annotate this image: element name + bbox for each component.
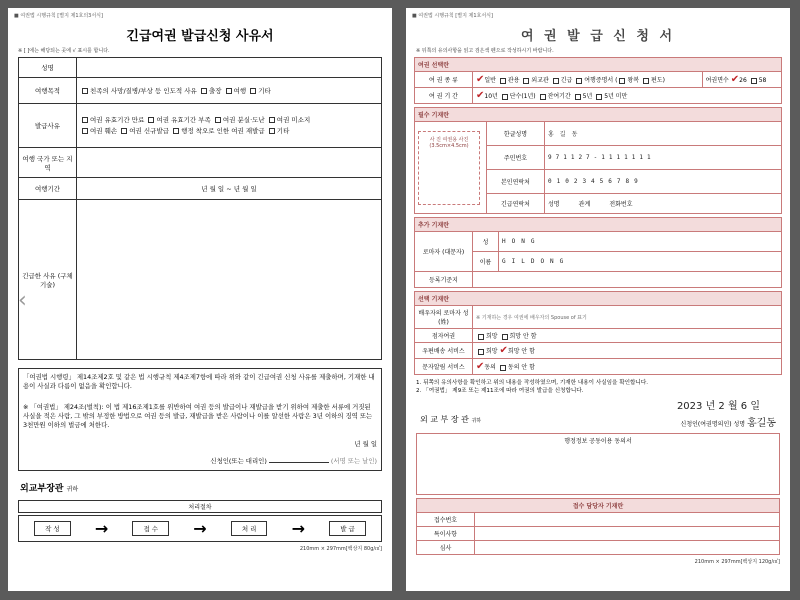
emergency-passport-form <box>8 8 392 591</box>
option-label[interactable]: 동의 안 함 <box>507 364 535 371</box>
phone-value[interactable]: 01023456789 <box>545 170 782 194</box>
rrn-label: 주민번호 <box>487 146 545 170</box>
option-label[interactable]: 10년 <box>484 93 498 100</box>
option-label[interactable]: 긴급 <box>560 77 573 84</box>
checkbox[interactable] <box>576 78 582 84</box>
option-label[interactable]: 일반 <box>484 77 496 84</box>
chevron-left-icon[interactable]: ‹ <box>18 288 27 313</box>
option-label[interactable]: 외교관 <box>531 77 549 84</box>
option-label[interactable]: 희망 <box>486 348 498 355</box>
checkbox[interactable] <box>643 78 649 84</box>
applicant-sign-field[interactable] <box>269 462 329 463</box>
pages-label: 여권면수 <box>705 77 729 84</box>
reception-field[interactable] <box>475 541 780 555</box>
checkbox[interactable] <box>478 334 484 340</box>
period-field[interactable]: 년 월 일 ~ 년 월 일 <box>77 178 382 200</box>
option-label[interactable]: 희망 안 함 <box>507 348 535 355</box>
checkbox[interactable] <box>553 78 559 84</box>
check-mark-icon: ✔ <box>476 74 485 85</box>
period-options <box>473 88 782 104</box>
emergency-col: 관계 <box>578 201 591 208</box>
delivery-options <box>473 343 782 359</box>
emergency-form-table <box>18 57 382 360</box>
spouse-field[interactable] <box>473 306 782 329</box>
sms-options <box>473 359 782 375</box>
reception-table <box>416 498 780 555</box>
checkbox[interactable] <box>269 117 275 123</box>
confirm-block <box>406 375 790 395</box>
checkbox[interactable] <box>500 78 506 84</box>
option-label: 여권 미소지 <box>276 115 311 124</box>
section-extra: 추가 기재란 <box>415 218 782 232</box>
option-label[interactable]: 왕복 <box>627 77 640 84</box>
period-label: 여 권 기 간 <box>415 88 473 104</box>
checkbox[interactable] <box>500 365 506 371</box>
spouse-note: ※ 기재하는 경우 여권에 배우자의 Spouse of 표기 <box>476 314 587 321</box>
emergency-fields[interactable] <box>545 194 782 214</box>
check-mark-icon: ✔ <box>476 361 485 372</box>
emergency-col: 전화번호 <box>609 201 633 208</box>
option-label: 여행 <box>233 87 247 95</box>
roman-label: 로마자 (대문자) <box>415 232 473 272</box>
confirm-1: 1. 뒤쪽의 유의사항을 확인하고 위의 내용을 작성하였으며, 기재한 내용이 사실임을 확인합니다. <box>416 380 649 386</box>
process-title: 처리절차 <box>18 500 382 513</box>
sign-line <box>681 414 776 429</box>
sign-row <box>406 412 790 429</box>
check-mark-icon: ✔ <box>476 90 485 101</box>
checkbox[interactable] <box>82 117 88 123</box>
checkbox[interactable] <box>523 78 529 84</box>
applicant-sig-hint: (서명 또는 날인) <box>330 457 377 465</box>
minister-suffix: 귀하 <box>471 418 482 424</box>
section-required: 필수 기재란 <box>415 108 782 122</box>
reception-field[interactable] <box>475 513 780 527</box>
section-select: 여권 선택란 <box>415 58 782 72</box>
option-label: 출장 <box>208 87 222 95</box>
reception-row: 특이사항 <box>417 527 475 541</box>
urgent-label: 긴급한 사유 (구체기술) <box>19 200 77 360</box>
surname-value[interactable]: HONG <box>499 232 782 252</box>
option-label[interactable]: 희망 <box>486 333 498 340</box>
option-label: 여권 신규발급 <box>129 126 170 135</box>
sign-date[interactable]: 2023 년 2 월 6 일 <box>676 401 760 412</box>
option-label: 여권 유효기간 만료 <box>90 115 145 124</box>
type-options: ✔일반 관용 외교관 긴급 여행증명서 ( 왕복 편도) <box>473 72 703 88</box>
option-label[interactable]: 잔여기간 <box>547 93 571 100</box>
check-mark-icon: ✔ <box>730 74 740 85</box>
option-label: 기타 <box>258 87 271 95</box>
reception-field[interactable] <box>475 527 780 541</box>
section-optional: 선택 기재란 <box>415 292 782 306</box>
minister-label: 외 교 부 장 관 <box>420 415 469 424</box>
type-label: 여 권 종 류 <box>415 72 473 88</box>
minister-line <box>420 414 481 429</box>
given-value[interactable]: GILDONG <box>499 252 782 272</box>
checkbox[interactable] <box>596 94 602 100</box>
checkbox[interactable] <box>619 78 625 84</box>
option-label: 기타 <box>276 126 290 135</box>
option-label[interactable]: 26 <box>739 77 747 84</box>
applicant-line <box>23 457 377 466</box>
checkbox[interactable] <box>540 94 546 100</box>
checkbox[interactable] <box>226 88 232 94</box>
option-label[interactable]: 58 <box>758 77 767 84</box>
admin-title: 행정정보 공동이용 동의서 <box>564 438 632 445</box>
point-options <box>473 329 782 343</box>
option-label[interactable]: 5년 미만 <box>604 93 628 100</box>
checkbox[interactable] <box>82 128 88 134</box>
reason-options <box>77 104 382 148</box>
checkbox[interactable] <box>478 349 484 355</box>
check-mark-icon: ✔ <box>499 345 508 356</box>
extra-table <box>414 217 782 288</box>
purpose-label: 여행목적 <box>19 78 77 104</box>
form-header: ■ 여권법 시행규칙 [별지 제1호의3서식] <box>14 13 103 19</box>
checkbox[interactable] <box>148 117 154 123</box>
minister-label: 외교부장관 <box>20 484 64 494</box>
option-label: 여권 훼손 <box>90 126 118 135</box>
urgent-field[interactable] <box>77 200 382 360</box>
process-step: 발 급 <box>329 521 366 536</box>
option-label: 여권 분실·도난 <box>222 115 265 124</box>
sms-label: 문자알림 서비스 <box>415 359 473 375</box>
rrn-value[interactable]: 971127-1111111 <box>545 146 782 170</box>
form-footer: 210mm × 297mm[백상지 80g/㎡] <box>299 546 382 552</box>
checkbox[interactable] <box>201 88 207 94</box>
process-flow: 작 성 → 접 수 → 처 리 → 발 급 <box>18 515 382 542</box>
checkbox[interactable] <box>269 128 275 134</box>
checkbox[interactable] <box>751 78 757 84</box>
required-table <box>414 107 782 214</box>
sign-label: 신청인(여권명의인) 성명 <box>680 421 746 428</box>
reception-title: 접수 담당자 기재란 <box>417 499 780 513</box>
option-label: 행정 착오로 인한 여권 재발급 <box>181 126 265 135</box>
reception-row: 접수번호 <box>417 513 475 527</box>
declaration <box>18 368 382 471</box>
pages-options <box>702 72 781 88</box>
given-label: 이름 <box>473 252 499 272</box>
photo-box[interactable]: 사 진 여권용 사진 (3.5cm×4.5cm) <box>418 131 480 205</box>
checkbox[interactable] <box>82 88 88 94</box>
country-field[interactable] <box>77 148 382 178</box>
form-note: ※ 뒤쪽의 유의사항을 읽고 검은색 펜으로 작성하시기 바랍니다. <box>416 48 554 54</box>
hname-value[interactable]: 홍길동 <box>545 122 782 146</box>
form-title: 긴급여권 발급신청 사유서 <box>126 29 274 44</box>
declaration-text: 「여권법 시행령」 제14조제2호 및 같은 법 시행규칙 제4조제7항에 따라 위와 같이 긴급여권 신청 사유를 제출하며, 기재한 내용이 사실과 다름이 없음을 확인합니다. <box>23 373 375 390</box>
point-label: 점자여권 <box>415 329 473 343</box>
minister-suffix: 귀하 <box>66 486 79 493</box>
delivery-label: 우편배송 서비스 <box>415 343 473 359</box>
process-step: 처 리 <box>231 521 268 536</box>
name-field[interactable] <box>77 58 382 78</box>
optional-table <box>414 291 782 375</box>
option-label[interactable]: 편도 <box>651 77 663 84</box>
reg-field[interactable] <box>473 272 782 288</box>
passport-select-table <box>414 57 782 104</box>
option-label: 친족의 사망/질병/부상 등 인도적 사유 <box>90 87 197 95</box>
reg-label: 등록기준지 <box>415 272 473 288</box>
passport-application-form <box>406 8 790 591</box>
process-step: 접 수 <box>132 521 169 536</box>
date-line: 년 월 일 <box>354 440 377 448</box>
hname-label: 한글성명 <box>487 122 545 146</box>
emergency-col: 성명 <box>548 201 560 208</box>
form-title: 여 권 발 급 신 청 서 <box>520 29 676 44</box>
process-step: 작 성 <box>34 521 71 536</box>
checkbox[interactable] <box>121 128 127 134</box>
surname-label: 성 <box>473 232 499 252</box>
form-note: ※ [ ]에는 해당되는 곳에 √ 표시를 합니다. <box>18 48 110 54</box>
checkbox[interactable] <box>250 88 256 94</box>
emergency-label: 긴급연락처 <box>487 194 545 214</box>
checkbox[interactable] <box>215 117 221 123</box>
checkbox[interactable] <box>502 334 508 340</box>
option-label[interactable]: 동의 <box>484 364 496 371</box>
minister-line <box>8 471 392 494</box>
checkbox[interactable] <box>502 94 508 100</box>
option-label[interactable]: 5년 <box>582 93 593 100</box>
period-label: 여행기간 <box>19 178 77 200</box>
reception-row: 심사 <box>417 541 475 555</box>
option-label[interactable]: 단수(1년) <box>509 93 536 100</box>
purpose-options <box>77 78 382 104</box>
name-label: 성명 <box>19 58 77 78</box>
sign-name[interactable]: 홍길동 <box>747 418 776 429</box>
form-footer: 210mm × 297mm[백상지 120g/㎡] <box>694 559 780 565</box>
checkbox[interactable] <box>173 128 179 134</box>
form-header: ■ 여권법 시행규칙 [별지 제1호서식] <box>412 13 493 19</box>
penalty-text: ※ 「여권법」 제24조(벌칙): 이 법 제16조제1호를 위반하여 여권 등의 발급이나 재발급을 받기 위하여 제출한 서류에 거짓된 사실을 적은 사람, 그 밖의 부정한 방법으로 여권 등의 발급, 재발급을 받은 사람이나 이를 알선한 사람은 3년 이하의 징역 또는 3천만원 이하의 벌금에 처한다. <box>23 403 373 429</box>
reason-label: 발급사유 <box>19 104 77 148</box>
spouse-label: 배우자의 로마자 성(姓) <box>415 306 473 329</box>
option-label: 여권 유효기간 부족 <box>156 115 211 124</box>
option-label[interactable]: 희망 안 함 <box>509 333 537 340</box>
country-label: 여행 국가 또는 지역 <box>19 148 77 178</box>
phone-label: 본인연락처 <box>487 170 545 194</box>
applicant-label: 신청인(또는 대리인) <box>210 457 267 465</box>
confirm-2: 2. 「여권법」 제9조 또는 제11조에 따라 여권의 발급을 신청합니다. <box>416 388 584 394</box>
admin-consent-box <box>416 433 780 495</box>
option-label[interactable]: 관용 <box>507 77 520 84</box>
option-label[interactable]: 여행증명서 <box>584 77 614 84</box>
checkbox[interactable] <box>575 94 581 100</box>
